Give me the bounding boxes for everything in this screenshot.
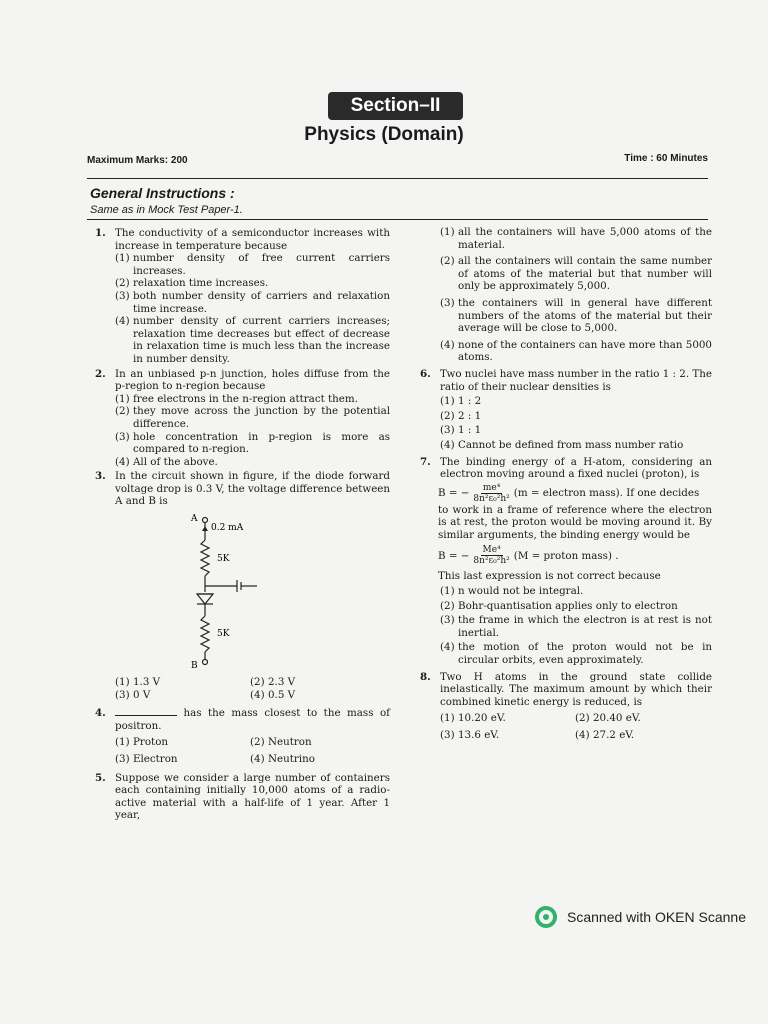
q1-option-2: (2) relaxation time increases.: [115, 277, 269, 290]
diode-icon: [197, 594, 213, 604]
q8-options-row-2: (3) 13.6 eV. (4) 27.2 eV.: [440, 729, 635, 741]
question-7: 7. The binding energy of a H-atom, considering an electron moving around a fixed nuclei (proton), is: [420, 455, 712, 481]
instructions-text: Same as in Mock Test Paper-1.: [90, 204, 243, 216]
q2-option-2: (2) they move across the junction by the potential difference.: [115, 405, 390, 430]
left-column: [95, 227, 390, 822]
q4-options-row-1: (1) Proton (2) Neutron: [115, 736, 312, 749]
q2-option-4: (4) All of the above.: [115, 455, 218, 468]
resistor-1-label: 5K: [217, 554, 230, 565]
diode-circuit-diagram: [175, 512, 295, 672]
label-b: B: [191, 661, 198, 672]
q1-option-3: (3) both number density of carriers and relaxation time increase.: [115, 289, 390, 315]
resistor-1: [201, 540, 209, 576]
q8-options-row-1: (1) 10.20 eV. (2) 20.40 eV.: [440, 712, 641, 725]
q6-option-2: (2) 2 : 1: [440, 409, 482, 422]
question-1: 1. The conductivity of a semiconductor increases with increase in temperature because: [95, 227, 390, 252]
q7-option-3: (3) the frame in which the electron is at rest is not inertial.: [440, 614, 712, 639]
current-arrow-icon: [202, 526, 208, 531]
instructions-heading: General Instructions :: [90, 185, 235, 201]
question-8: 8. Two H atoms in the ground state collide inelastically. The maximum amount by which their combined kinetic energy is reduced, is: [420, 670, 712, 708]
formula-electron-binding-energy: B = − $\frac{\text{me⁴}}{\text{8n²ε₀²h²}}$ (m = electron mass). If one decides: [438, 482, 700, 504]
q5-option-3: (3) the containers will in general have different numbers of the atoms of the material but their average will be close to 5,000.: [440, 296, 712, 335]
label-a: A: [191, 514, 198, 525]
terminal-a: [203, 518, 208, 523]
q6-option-4: (4) Cannot be defined from mass number ratio: [440, 438, 684, 451]
q7-option-1: (1) n would not be integral.: [440, 585, 584, 598]
q1-option-4: (4) number density of current carriers increases; relaxation time decreases but effect of decrease in relaxation time is much less than the increase in number density.: [115, 315, 390, 365]
q7-text-continued: to work in a frame of reference where the electron is at rest, the proton would be moving around it. By similar arguments, the binding energy would be: [438, 503, 712, 541]
q3-options-row-1: (1) 1.3 V (2) 2.3 V: [115, 676, 296, 689]
question-5: 5. Suppose we consider a large number of containers each containing initially 10,000 atoms of a radio-active material with a half-life of 1 year. After 1 year,: [95, 771, 390, 822]
instructions-divider: [87, 219, 708, 220]
q4-options-row-2: (3) Electron (4) Neutrino: [115, 753, 315, 766]
answer-blank: [115, 715, 177, 716]
q2-option-3: (3) hole concentration in p-region is more as compared to n-region.: [115, 430, 390, 456]
q3-options-row-2: (3) 0 V (4) 0.5 V: [115, 688, 296, 701]
q2-option-1: (1) free electrons in the n-region attract them.: [115, 392, 358, 405]
current-label: 0.2 mA: [211, 523, 244, 534]
q5-option-2: (2) all the containers will contain the same number of atoms of the material but that number will only be approximately 5,000.: [440, 255, 712, 293]
question-4: 4. has the mass closest to the mass of positron.: [95, 707, 390, 732]
page-title: Physics (Domain): [304, 124, 464, 145]
right-column: [420, 226, 712, 742]
oken-scanner-logo-icon: [535, 906, 557, 928]
question-2: 2. In an unbiased p-n junction, holes diffuse from the p-region to n-region because: [95, 367, 390, 393]
q6-option-3: (3) 1 : 1: [440, 424, 482, 437]
q7-text-final: This last expression is not correct because: [438, 570, 661, 583]
q7-option-2: (2) Bohr-quantisation applies only to electron: [440, 599, 678, 612]
resistor-2: [201, 616, 209, 652]
resistor-2-label: 5K: [217, 629, 230, 640]
time-limit: Time : 60 Minutes: [624, 153, 708, 164]
header-divider: [87, 178, 708, 179]
q5-option-4: (4) none of the containers can have more than 5000 atoms.: [440, 338, 712, 364]
watermark-text: Scanned with OKEN Scanne: [567, 909, 746, 925]
q5-option-1: (1) all the containers will have 5,000 atoms of the material.: [440, 226, 712, 251]
scanner-watermark: [535, 906, 746, 928]
formula-proton-binding-energy: B = − $\frac{\text{Me⁴}}{\text{8n²ε₀²h²}}$ (M = proton mass) .: [438, 545, 619, 567]
q1-option-1: (1) number density of free current carriers increases.: [115, 252, 390, 277]
question-3: 3. In the circuit shown in figure, if the diode forward voltage drop is 0.3 V, the voltage difference between A and B is: [95, 470, 391, 508]
maximum-marks: Maximum Marks: 200: [87, 155, 188, 166]
q6-option-1: (1) 1 : 2: [440, 395, 482, 408]
section-badge: Section–II: [328, 92, 463, 120]
q7-option-4: (4) the motion of the proton would not be in circular orbits, even approximately.: [440, 641, 712, 667]
question-6: 6. Two nuclei have mass number in the ratio 1 : 2. The ratio of their nuclear densities is: [420, 367, 712, 393]
terminal-b: [203, 660, 208, 665]
